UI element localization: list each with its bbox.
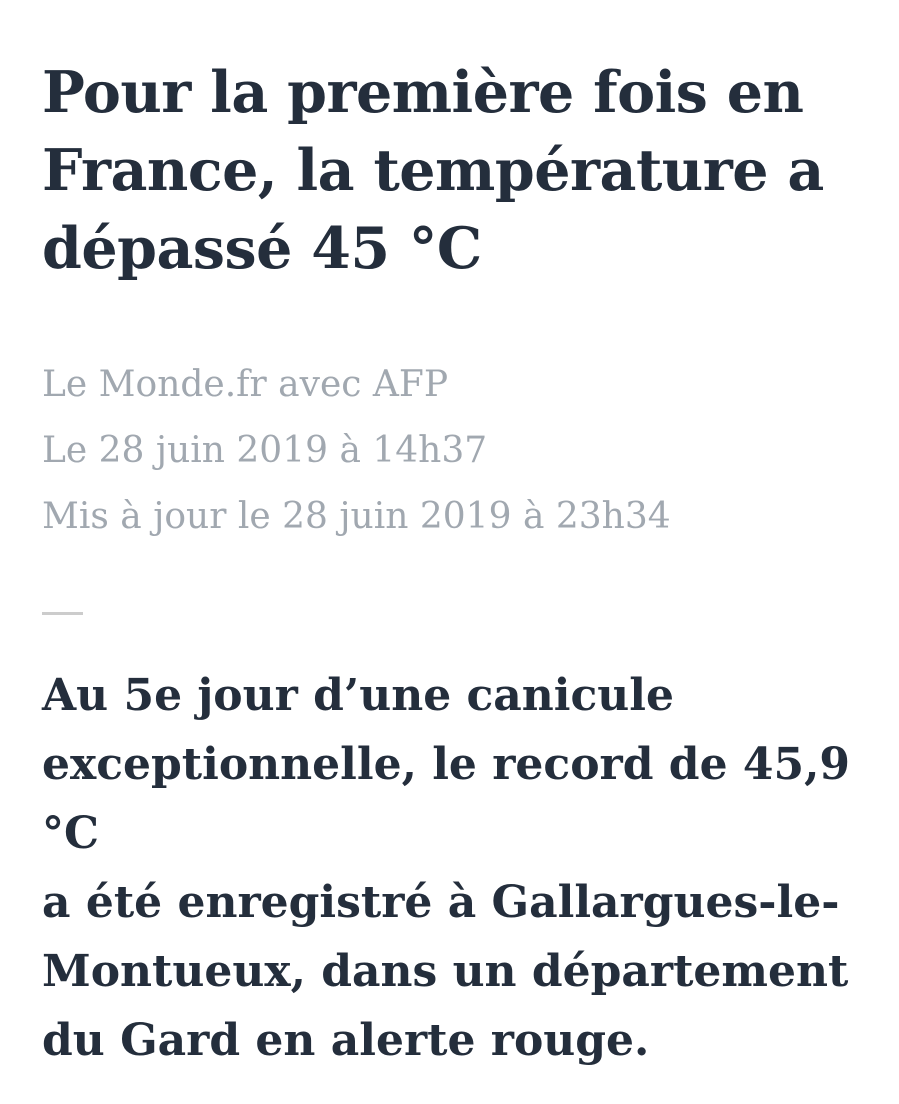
article-headline <box>42 54 857 288</box>
byline <box>42 352 857 550</box>
byline-updated-date: Mis à jour le 28 juin 2019 à 23h34 <box>42 496 671 537</box>
lead-line: Au 5e jour d’une canicule <box>42 670 675 721</box>
lead-line: exceptionnelle, le record de 45,9 °C <box>42 739 851 859</box>
headline-line: dépassé 45 °C <box>42 215 482 282</box>
lead-line: Montueux, dans un département <box>42 946 849 997</box>
byline-published-date: Le 28 juin 2019 à 14h37 <box>42 430 488 471</box>
article <box>0 54 899 1075</box>
headline-line: France, la température a <box>42 137 824 204</box>
lead-line: du Gard en alerte rouge. <box>42 1015 650 1066</box>
lead-line: a été enregistré à Gallargues-le- <box>42 877 840 928</box>
headline-line: Pour la première fois en <box>42 59 804 126</box>
byline-source: Le Monde.fr avec AFP <box>42 364 449 405</box>
section-divider <box>42 612 83 615</box>
lead-paragraph <box>42 661 857 1075</box>
